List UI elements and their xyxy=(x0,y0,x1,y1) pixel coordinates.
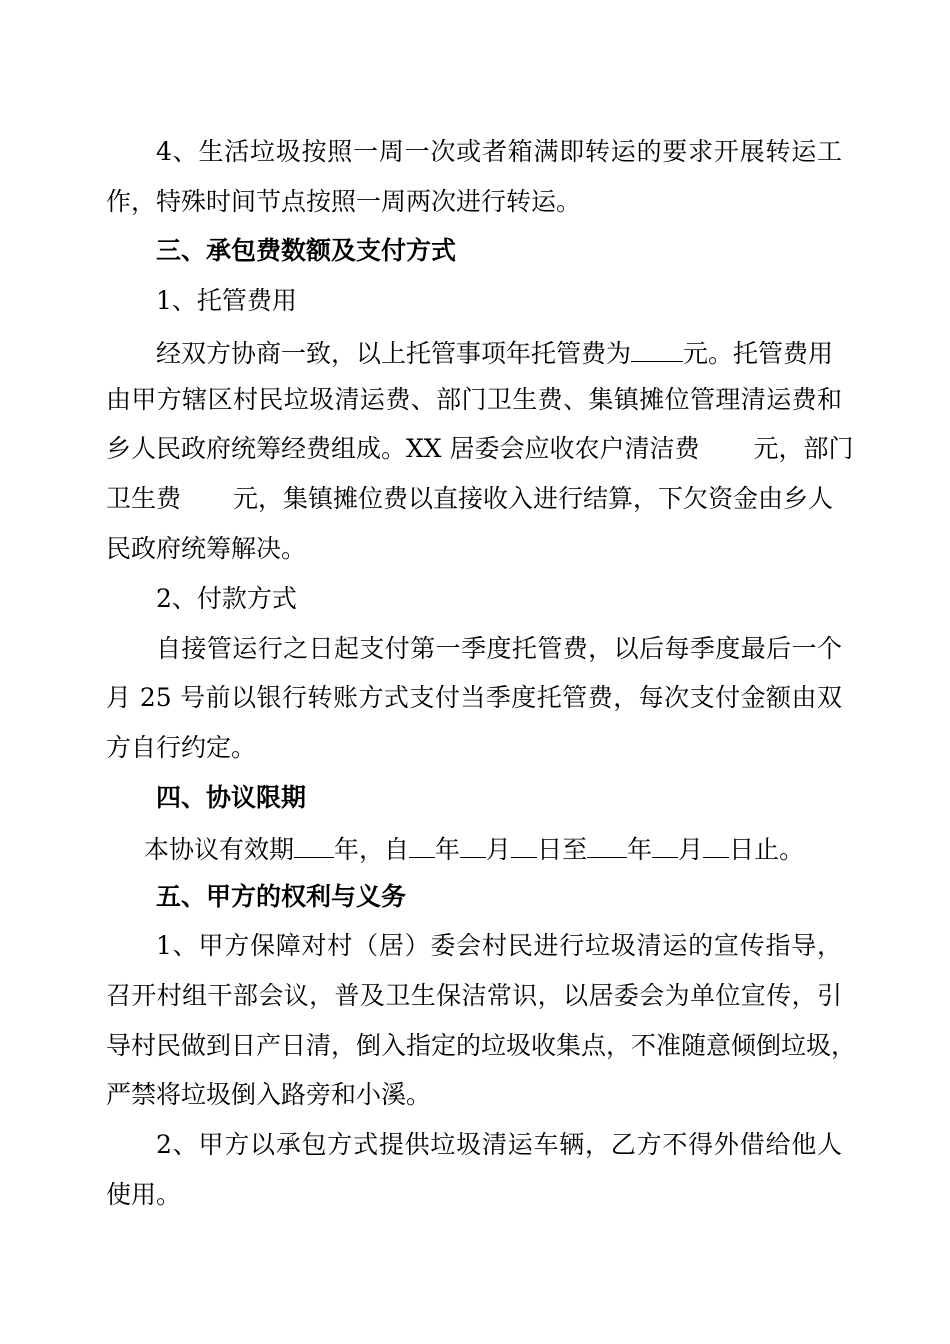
paragraph-line: 由甲方辖区村民垃圾清运费、部门卫生费、集镇摊位管理清运费和 xyxy=(106,385,842,414)
text-segment: 元，部门 xyxy=(753,434,854,463)
fill-blank xyxy=(703,831,729,858)
fill-blank xyxy=(409,831,435,858)
fill-blank xyxy=(631,335,683,362)
fill-blank xyxy=(294,831,334,858)
paragraph-line: 导村民做到日产日清，倒入指定的垃圾收集点，不准随意倾倒垃圾， xyxy=(106,1031,857,1060)
text-segment: 日止。 xyxy=(729,835,805,864)
text-segment: 日至 xyxy=(537,835,588,864)
paragraph-line: 月 25 号前以银行转账方式支付当季度托管费，每次支付金额由双 xyxy=(106,683,842,712)
subsection-heading: 2、付款方式 xyxy=(156,584,297,613)
section-heading: 五、甲方的权利与义务 xyxy=(156,882,407,911)
text-segment: 年 xyxy=(627,835,653,864)
fill-blank xyxy=(652,831,678,858)
paragraph-line: 严禁将垃圾倒入路旁和小溪。 xyxy=(106,1080,432,1109)
paragraph-line: 召开村组干部会议，普及卫生保洁常识，以居委会为单位宣传，引 xyxy=(106,981,842,1010)
section-heading: 三、承包费数额及支付方式 xyxy=(156,236,457,265)
paragraph-line: 方自行约定。 xyxy=(106,733,257,762)
text-segment: 年 xyxy=(435,835,461,864)
paragraph-line: 自接管运行之日起支付第一季度托管费，以后每季度最后一个 xyxy=(156,634,842,663)
text-segment: 元，集镇摊位费以直接收入进行结算，下欠资金由乡人 xyxy=(233,484,834,513)
fill-blank xyxy=(587,831,627,858)
text-segment: 月 xyxy=(678,835,704,864)
paragraph-line: 民政府统筹解决。 xyxy=(106,534,307,563)
fill-blank xyxy=(460,831,486,858)
section-heading: 四、协议限期 xyxy=(156,783,307,812)
text-segment: 卫生费 xyxy=(106,484,182,513)
text-segment: 本协议有效期 xyxy=(144,835,295,864)
paragraph-line: 作，特殊时间节点按照一周两次进行转运。 xyxy=(106,187,582,216)
text-segment: 月 xyxy=(486,835,512,864)
fill-blank xyxy=(511,831,537,858)
text-segment: 年，自 xyxy=(334,835,410,864)
subsection-heading: 1、托管费用 xyxy=(156,286,297,315)
paragraph-line: 2、甲方以承包方式提供垃圾清运车辆，乙方不得外借给他人 xyxy=(156,1130,842,1159)
text-segment: 经双方协商一致，以上托管事项年托管费为 xyxy=(156,339,632,368)
paragraph-line xyxy=(106,433,854,465)
text-segment: 元。托管费用 xyxy=(683,339,834,368)
term-line xyxy=(144,831,844,866)
text-segment: 乡人民政府统筹经费组成。XX 居委会应收农户清洁费 xyxy=(106,434,700,463)
paragraph-line: 1、甲方保障对村（居）委会村民进行垃圾清运的宣传指导， xyxy=(156,931,842,960)
paragraph-line xyxy=(156,335,842,370)
paragraph-line: 4、生活垃圾按照一周一次或者箱满即转运的要求开展转运工 xyxy=(156,137,842,166)
paragraph-line: 使用。 xyxy=(106,1180,182,1209)
paragraph-line xyxy=(106,483,842,515)
